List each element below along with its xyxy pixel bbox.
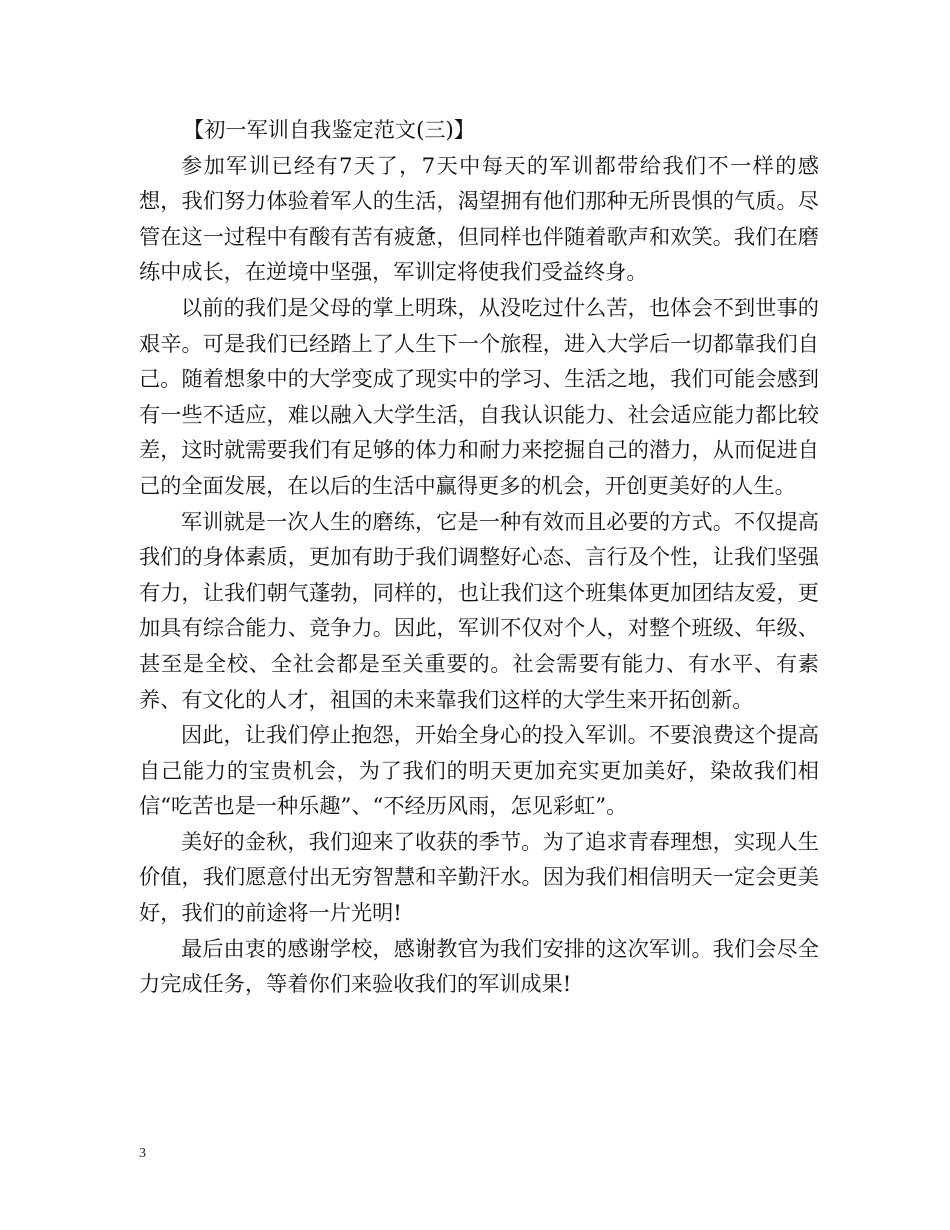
paragraph-5: 美好的金秋，我们迎来了收获的季节。为了追求青春理想，实现人生价值，我们愿意付出无穷智慧和辛勤汗水。因为我们相信明天一定会更美好，我们的前途将一片光明! xyxy=(139,828,819,926)
paragraph-4: 因此，让我们停止抱怨，开始全身心的投入军训。不要浪费这个提高自己能力的宝贵机会，为了我们的明天更加充实更加美好，染故我们相信“吃苦也是一种乐趣”、“不经历风雨，怎见彩虹”。 xyxy=(139,722,819,819)
paragraph-1: 参加军训已经有7天了，7天中每天的军训都带给我们不一样的感想，我们努力体验着军人的生活，渴望拥有他们那种无所畏惧的气质。尽管在这一过程中有酸有苦有疲惫，但同样也伴随着歌声和欢笑。我们在磨练中成长，在逆境中坚强，军训定将使我们受益终身。 xyxy=(139,152,819,285)
page-number: 3 xyxy=(139,1146,146,1161)
paragraph-2: 以前的我们是父母的掌上明珠，从没吃过什么苦，也体会不到世事的艰辛。可是我们已经踏上了人生下一个旅程，进入大学后一切都靠我们自己。随着想象中的大学变成了现实中的学习、生活之地，我们可能会感到有一些不适应，难以融入大学生活，自我认识能力、社会适应能力都比较差，这时就需要我们有足够的体力和耐力来挖掘自己的潜力，从而促进自己的全面发展，在以后的生活中赢得更多的机会，开创更美好的人生。 xyxy=(139,294,819,498)
paragraph-6: 最后由衷的感谢学校，感谢教官为我们安排的这次军训。我们会尽全力完成任务，等着你们来验收我们的军训成果! xyxy=(139,935,819,997)
document-body xyxy=(139,112,819,1002)
paragraph-3: 军训就是一次人生的磨练，它是一种有效而且必要的方式。不仅提高我们的身体素质，更加有助于我们调整好心态、言行及个性，让我们坚强有力，让我们朝气蓬勃，同样的，也让我们这个班集体更加团结友爱，更加具有综合能力、竞争力。因此，军训不仅对个人，对整个班级、年级、甚至是全校、全社会都是至关重要的。社会需要有能力、有水平、有素养、有文化的人才，祖国的未来靠我们这样的大学生来开拓创新。 xyxy=(139,508,819,712)
document-title: 【初一军训自我鉴定范文(三)】 xyxy=(183,117,475,142)
